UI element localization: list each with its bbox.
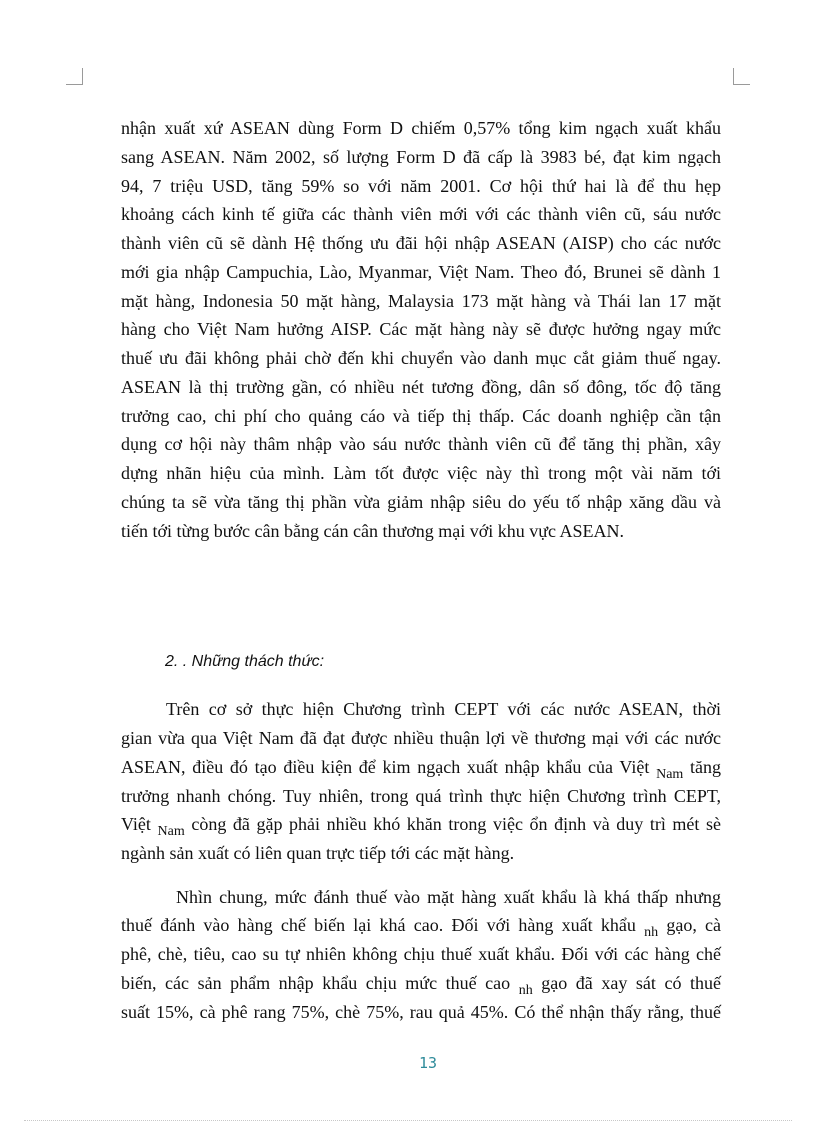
text-line: gian vừa qua Việt Nam đã đạt được nhiều thuận lợi về thương mại với các nước: [121, 728, 721, 748]
text-span: biến, các sản phẩm nhập khẩu chịu mức thuế cao: [121, 973, 511, 993]
text-line: [121, 913, 721, 940]
text-line: trưởng nhanh chóng. Tuy nhiên, trong quá trình thực hiện Chương trình CEPT,: [121, 786, 721, 806]
section-heading: 2. . Những thách thức:: [165, 653, 325, 670]
text-line: thành viên cũ sẽ dành Hệ thống ưu đãi hội nhập ASEAN (AISP) cho các nước: [121, 233, 721, 253]
subscript-text: Nam: [656, 767, 684, 782]
text-line: ngành sản xuất có liên quan trực tiếp tới các mặt hàng.: [121, 843, 515, 863]
text-line: sang ASEAN. Năm 2002, số lượng Form D đã cấp là 3983 bé, đạt kim ngạch: [121, 147, 721, 167]
text-line: 94, 7 triệu USD, tăng 59% so với năm 2001. Cơ hội thứ hai là để thu hẹp: [121, 176, 721, 196]
text-span: Việt: [121, 814, 151, 834]
text-span: thuế đánh vào hàng chế biến lại khá cao. Đối với hàng xuất khẩu: [121, 915, 636, 935]
text-span: tăng: [690, 757, 722, 777]
text-line: trưởng cao, chi phí cho quảng cáo và tiếp thị thấp. Các doanh nghiệp cần tận: [121, 406, 721, 426]
page-number: 13: [418, 1054, 438, 1072]
text-line: suất 15%, cà phê rang 75%, chè 75%, rau quả 45%. Có thể nhận thấy rằng, thuế: [121, 1002, 721, 1022]
text-line: thuế ưu đãi không phải chờ đến khi chuyển vào danh mục cắt giảm thuế ngay.: [121, 348, 721, 368]
page-bottom-rule: [24, 1120, 792, 1121]
text-line: Trên cơ sở thực hiện Chương trình CEPT với các nước ASEAN, thời: [166, 699, 721, 719]
crop-mark-top-left: [66, 68, 83, 85]
text-line: dựng nhãn hiệu của mình. Làm tốt được việc này thì trong một vài năm tới: [121, 463, 721, 483]
subscript-text: nh: [518, 983, 533, 998]
text-line: [121, 812, 721, 839]
text-line: [121, 971, 721, 998]
text-line: chúng ta sẽ vừa tăng thị phần vừa giảm nhập siêu do yếu tố nhập xăng dầu và: [121, 492, 721, 512]
text-line: hàng cho Việt Nam hưởng AISP. Các mặt hàng này sẽ được hưởng ngay mức: [121, 319, 721, 339]
text-span: gạo đã xay sát có thuế: [541, 973, 721, 993]
text-line: Nhìn chung, mức đánh thuế vào mặt hàng xuất khẩu là khá thấp nhưng: [176, 887, 721, 907]
text-line: nhận xuất xứ ASEAN dùng Form D chiếm 0,57% tổng kim ngạch xuất khẩu: [121, 118, 721, 138]
text-span: gạo, cà: [666, 915, 722, 935]
text-line: mặt hàng, Indonesia 50 mặt hàng, Malaysia 173 mặt hàng và Thái lan 17 mặt: [121, 291, 721, 311]
subscript-text: nh: [644, 925, 659, 940]
text-line: ASEAN là thị trường gần, có nhiều nét tương đồng, dân số đông, tốc độ tăng: [121, 377, 721, 397]
text-line: dụng cơ hội này thâm nhập vào sáu nước thành viên cũ để tăng thị phần, xây: [121, 434, 721, 454]
text-span: ASEAN, điều đó tạo điều kiện để kim ngạch xuất nhập khẩu của Việt: [121, 757, 650, 777]
text-span: còng đã gặp phải nhiều khó khăn trong việc ổn định và duy trì mét sè: [191, 814, 722, 834]
crop-mark-top-right: [733, 68, 750, 85]
text-line: mới gia nhập Campuchia, Lào, Myanmar, Việt Nam. Theo đó, Brunei sẽ dành 1: [121, 262, 721, 282]
subscript-text: Nam: [157, 824, 185, 839]
text-line: phê, chè, tiêu, cao su tự nhiên không chịu thuế xuất khẩu. Đối với các hàng chế: [121, 944, 721, 964]
text-line: [121, 755, 721, 782]
text-line: tiến tới từng bước cân bằng cán cân thương mại với khu vực ASEAN.: [121, 521, 624, 541]
text-line: khoảng cách kinh tế giữa các thành viên mới với các thành viên cũ, sáu nước: [121, 204, 721, 224]
